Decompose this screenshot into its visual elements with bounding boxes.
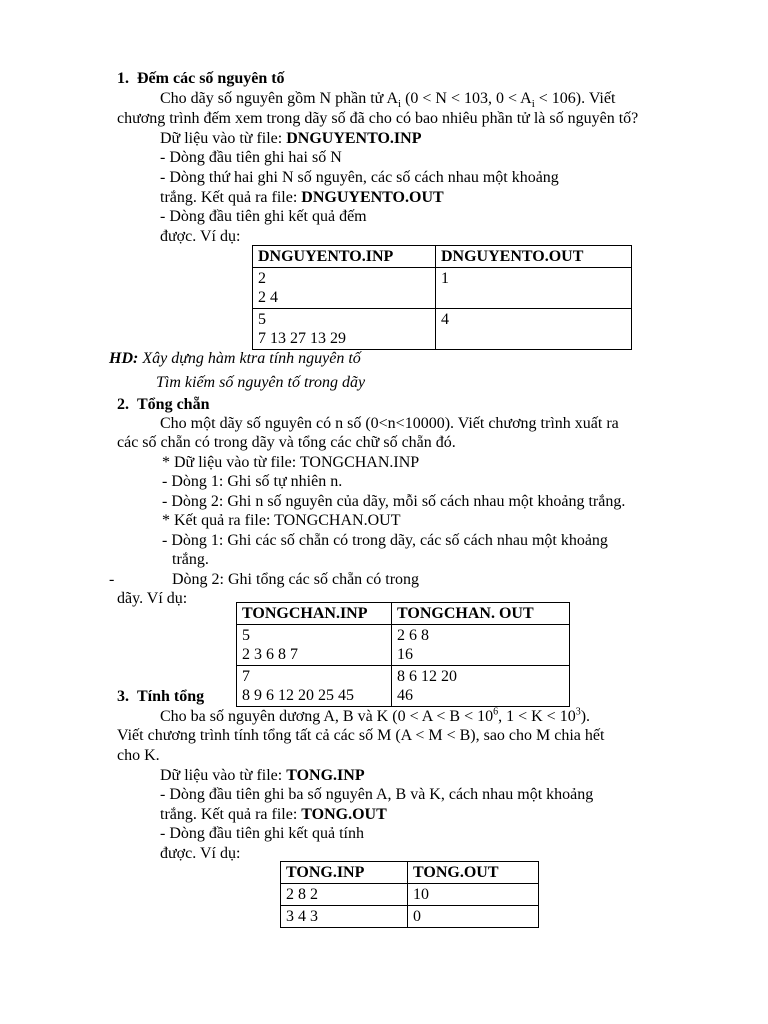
section-2-output-line-2-dash: - <box>109 571 115 588</box>
hint-label: HD: <box>109 350 139 367</box>
section-2-output-line-1: - Dòng 1: Ghi các số chẵn có trong dãy, các số cách nhau một khoảng <box>162 532 608 549</box>
section-1-example-table <box>252 245 632 350</box>
table-header: DNGUYENTO.OUT <box>436 246 632 268</box>
input-filename: TONG.INP <box>286 767 365 784</box>
section-2-heading <box>117 395 209 414</box>
table-row: 7 8 9 6 12 20 25 45 8 6 12 20 46 <box>237 666 570 707</box>
section-1-input-line-1: - Dòng đầu tiên ghi hai số N <box>160 149 342 166</box>
section-2-output-line-1-cont: trắng. <box>172 551 209 568</box>
section-2-output-line-2: Dòng 2: Ghi tổng các số chẵn có trong <box>172 571 420 588</box>
table-row: 5 7 13 27 13 29 4 <box>253 309 632 350</box>
section-2-input-line-1: - Dòng 1: Ghi số tự nhiên n. <box>162 473 343 490</box>
output-filename: TONG.OUT <box>301 806 387 823</box>
table-row: 3 4 3 0 <box>281 906 539 928</box>
section-3-number: 3. <box>117 688 129 705</box>
section-3-example-table <box>280 861 539 928</box>
table-row: 2 2 4 1 <box>253 268 632 309</box>
section-2-number: 2. <box>117 396 129 413</box>
table-row: 5 2 3 6 8 7 2 6 8 16 <box>237 625 570 666</box>
table-header: TONGCHAN. OUT <box>392 603 570 625</box>
section-3-paragraph-line-2: Viết chương trình tính tổng tất cả các số M (A < M < B), sao cho M chia hết <box>117 727 605 744</box>
section-3-paragraph-line-3: cho K. <box>117 747 160 764</box>
section-2-input-line-2: - Dòng 2: Ghi n số nguyên của dãy, mỗi số cách nhau một khoảng trắng. <box>162 493 626 510</box>
section-2-paragraph-line-2: các số chẵn có trong dãy và tổng các chữ số chẵn đó. <box>117 434 456 451</box>
section-3-input-line-1: - Dòng đầu tiên ghi ba số nguyên A, B và K, cách nhau một khoảng <box>160 786 594 803</box>
section-2-example-label: dãy. Ví dụ: <box>117 590 188 607</box>
section-3-output-line: - Dòng đầu tiên ghi kết quả tính <box>160 825 364 842</box>
table-header: TONGCHAN.INP <box>237 603 392 625</box>
section-1-example-label: được. Ví dụ: <box>160 228 241 245</box>
section-1-output-spec: trắng. Kết quả ra file: DNGUYENTO.OUT <box>160 189 444 206</box>
table-header: DNGUYENTO.INP <box>253 246 436 268</box>
section-3-heading <box>117 687 204 706</box>
section-1-hint-line-2: Tìm kiếm số nguyên tố trong dãy <box>156 374 366 391</box>
input-filename: DNGUYENTO.INP <box>286 130 422 147</box>
section-1-hint: HD: Xây dựng hàm ktra tính nguyên tố <box>109 350 361 367</box>
section-1-input-spec: Dữ liệu vào từ file: DNGUYENTO.INP <box>160 130 422 147</box>
table-header: TONG.OUT <box>408 862 539 884</box>
section-1-title: Đếm các số nguyên tố <box>137 70 285 87</box>
table-row: 2 8 2 10 <box>281 884 539 906</box>
section-2-output-spec: * Kết quả ra file: TONGCHAN.OUT <box>162 512 401 529</box>
section-1-heading <box>117 69 285 88</box>
section-3-output-spec: trắng. Kết quả ra file: TONG.OUT <box>160 806 387 823</box>
table-header: TONG.INP <box>281 862 408 884</box>
output-filename: DNGUYENTO.OUT <box>301 189 444 206</box>
section-3-input-spec: Dữ liệu vào từ file: TONG.INP <box>160 767 365 784</box>
section-2-input-spec: * Dữ liệu vào từ file: TONGCHAN.INP <box>162 454 420 471</box>
section-1-number: 1. <box>117 70 129 87</box>
section-3-example-label: được. Ví dụ: <box>160 845 241 862</box>
section-2-paragraph-line-1: Cho một dãy số nguyên có n số (0<n<10000). Viết chương trình xuất ra <box>160 415 619 432</box>
section-2-title: Tổng chẵn <box>137 396 210 413</box>
section-1-paragraph-line-2: chương trình đếm xem trong dãy số đã cho có bao nhiêu phần tử là số nguyên tố? <box>117 110 639 127</box>
section-3-paragraph-line-1: Cho ba số nguyên dương A, B và K ($0 < A < B < 10^6$, $1 < K < 10^3$). <box>160 706 591 725</box>
section-2-example-table <box>236 602 570 707</box>
section-1-paragraph-line-1: Cho dãy số nguyên gồm N phần tử $A_i$ (0 < N < 103, $0 < A_i < 106$). Viết <box>160 90 616 111</box>
section-1-output-line: - Dòng đầu tiên ghi kết quả đếm <box>160 208 367 225</box>
section-1-input-line-2: - Dòng thứ hai ghi N số nguyên, các số cách nhau một khoảng <box>160 169 559 186</box>
section-3-title: Tính tổng <box>137 688 205 705</box>
